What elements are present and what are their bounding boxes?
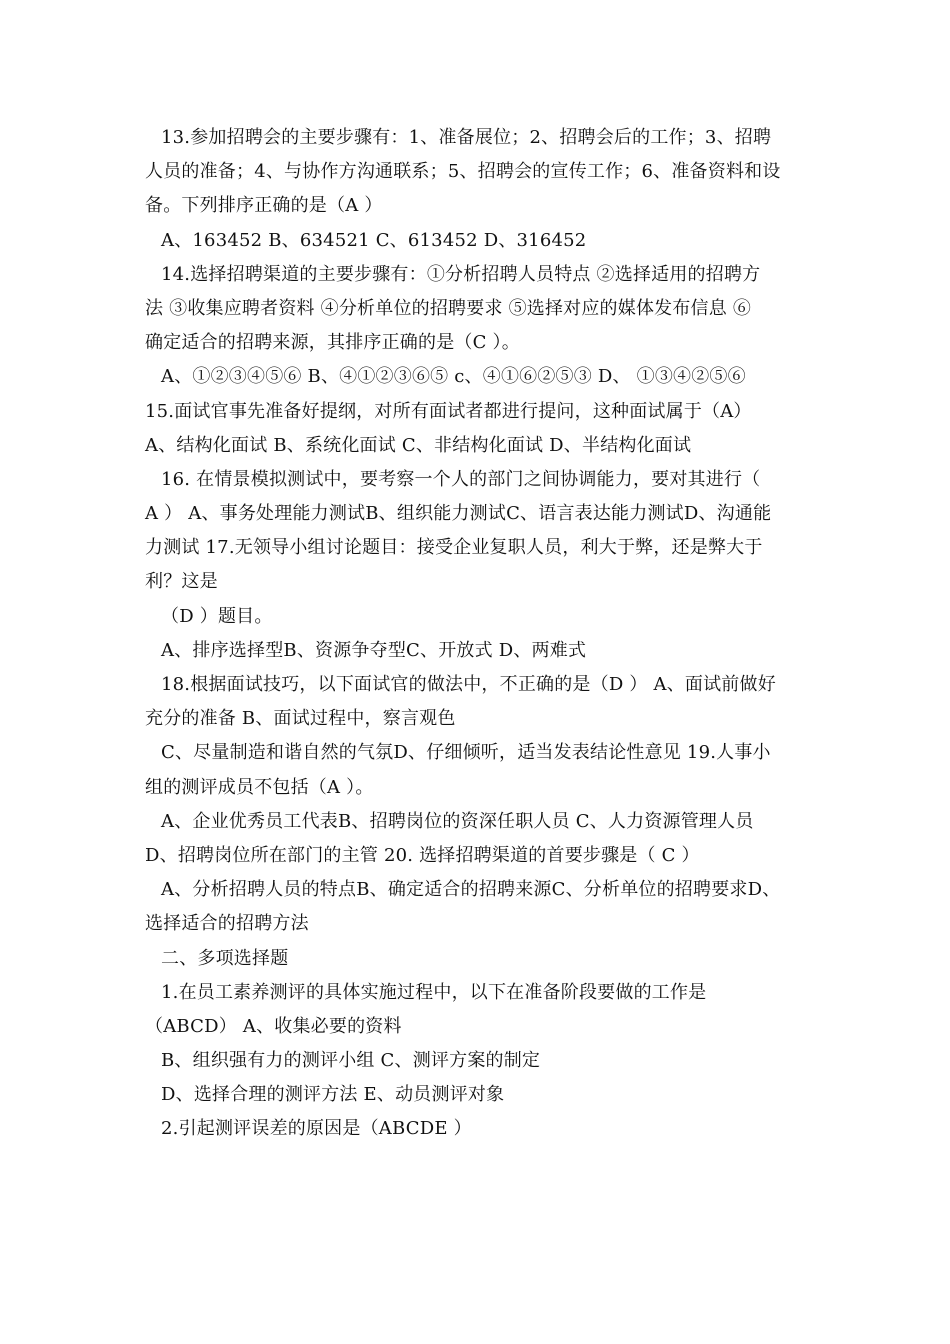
text-line: 备。下列排序正确的是（A ） <box>145 195 383 217</box>
text-line: 二、多项选择题 <box>161 947 289 969</box>
text-line: 1.在员工素养测评的具体实施过程中，以下在准备阶段要做的工作是 <box>161 981 707 1003</box>
text-line: A、分析招聘人员的特点B、确定适合的招聘来源C、分析单位的招聘要求D、 <box>161 879 781 901</box>
text-line: 利？这是 <box>145 571 218 593</box>
text-line: B、组织强有力的测评小组 C、测评方案的制定 <box>161 1050 541 1072</box>
text-line: 16. 在情景模拟测试中，要考察一个人的部门之间协调能力，要对其进行（ <box>161 468 761 490</box>
text-line: 力测试 17.无领导小组讨论题目：接受企业复职人员，利大于弊，还是弊大于 <box>145 537 763 559</box>
text-line: 15.面试官事先准备好提纲，对所有面试者都进行提问，这种面试属于（A） <box>145 400 752 422</box>
text-line: 法 ③收集应聘者资料 ④分析单位的招聘要求 ⑤选择对应的媒体发布信息 ⑥ <box>145 297 752 319</box>
text-line: D、招聘岗位所在部门的主管 20. 选择招聘渠道的首要步骤是（ C ） <box>145 844 700 866</box>
document-body <box>145 121 810 1147</box>
text-line: C、尽量制造和谐自然的气氛D、仔细倾听，适当发表结论性意见 19.人事小 <box>161 742 771 764</box>
text-line: 组的测评成员不包括（A ）。 <box>145 776 374 798</box>
text-line: A ） A、事务处理能力测试B、组织能力测试C、语言表达能力测试D、沟通能 <box>145 503 772 525</box>
text-line: 选择适合的招聘方法 <box>145 913 309 935</box>
text-line: A、企业优秀员工代表B、招聘岗位的资深任职人员 C、人力资源管理人员 <box>161 810 754 832</box>
text-line: 充分的准备 B、面试过程中，察言观色 <box>145 708 456 730</box>
text-line: 18.根据面试技巧，以下面试官的做法中，不正确的是（D ） A、面试前做好 <box>161 674 776 695</box>
text-line: （ABCD） A、收集必要的资料 <box>145 1015 402 1037</box>
text-line: 确定适合的招聘来源，其排序正确的是（C ）。 <box>145 332 520 354</box>
text-line: 14.选择招聘渠道的主要步骤有：①分析招聘人员特点 ②选择适用的招聘方 <box>161 263 761 285</box>
text-line: （D ）题目。 <box>161 605 273 627</box>
text-line: A、①②③④⑤⑥ B、④①②③⑥⑤ c、④①⑥②⑤③ D、 ①③④②⑤⑥ <box>161 366 746 388</box>
text-line: 13.参加招聘会的主要步骤有：1、准备展位；2、招聘会后的工作；3、招聘 <box>161 127 772 148</box>
text-line: D、选择合理的测评方法 E、动员测评对象 <box>161 1084 505 1106</box>
text-line: A、排序选择型B、资源争夺型C、开放式 D、两难式 <box>161 639 587 661</box>
text-line: A、163452 B、634521 C、613452 D、316452 <box>161 229 587 251</box>
text-line: A、结构化面试 B、系统化面试 C、非结构化面试 D、半结构化面试 <box>145 434 692 456</box>
text-line: 人员的准备；4、与协作方沟通联系；5、招聘会的宣传工作；6、准备资料和设 <box>145 161 781 183</box>
text-line: 2.引起测评误差的原因是（ABCDE ） <box>161 1118 472 1140</box>
